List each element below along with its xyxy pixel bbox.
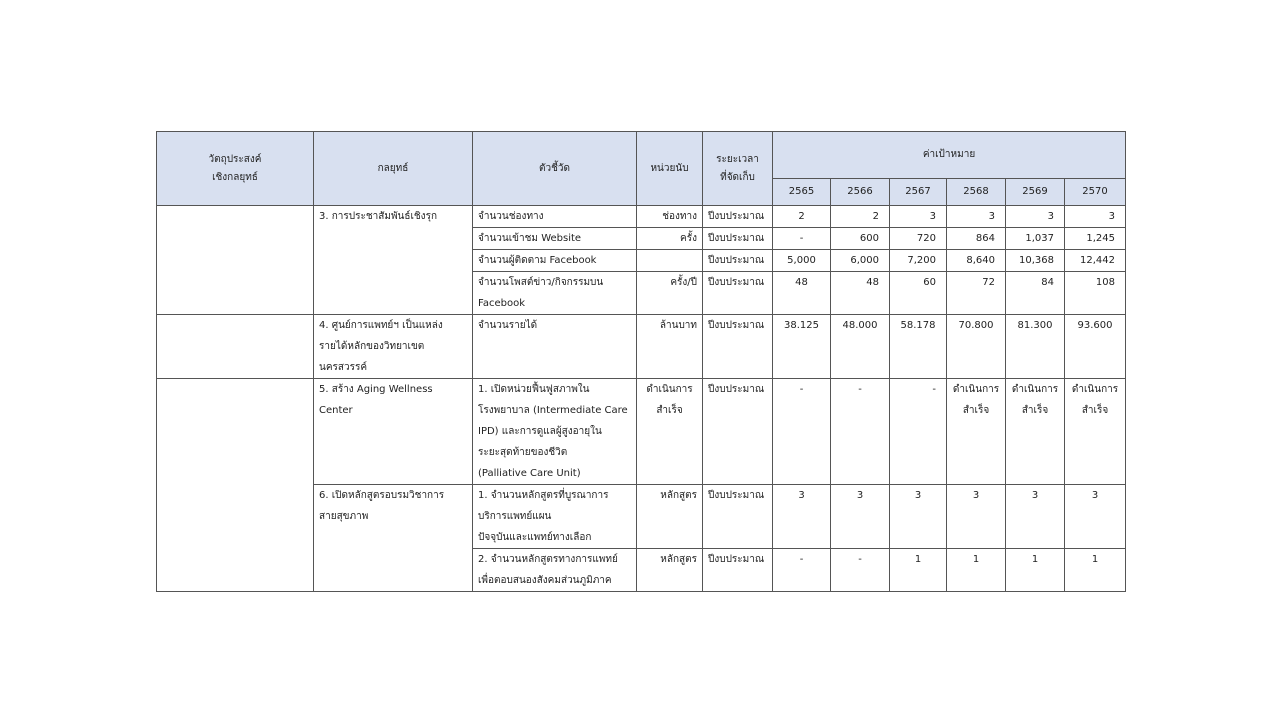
- target-value: 3: [1065, 485, 1126, 549]
- target-value: -: [831, 379, 890, 485]
- objective-cell: [157, 315, 314, 379]
- target-value: 3: [1006, 206, 1065, 228]
- strategy-indicator-table: [156, 131, 1126, 592]
- target-value: 720: [890, 228, 947, 250]
- target-value: ดำเนินการ สำเร็จ: [947, 379, 1006, 485]
- target-value: 108: [1065, 272, 1126, 315]
- header-strategy: กลยุทธ์: [314, 132, 473, 206]
- strategy-cell: 5. สร้าง Aging Wellness Center: [314, 379, 473, 485]
- strategy-table-sheet: [156, 131, 1125, 592]
- target-value: 600: [831, 228, 890, 250]
- strategy-cell: 6. เปิดหลักสูตรอบรมวิชาการ สายสุขภาพ: [314, 485, 473, 592]
- target-value: 3: [1006, 485, 1065, 549]
- period-cell: ปีงบประมาณ: [703, 206, 773, 228]
- target-value: 3: [1065, 206, 1126, 228]
- target-value: ดำเนินการ สำเร็จ: [1006, 379, 1065, 485]
- target-value: 12,442: [1065, 250, 1126, 272]
- table-row: [157, 379, 1126, 485]
- target-value: 8,640: [947, 250, 1006, 272]
- header-objective: วัตถุประสงค์ เชิงกลยุทธ์: [157, 132, 314, 206]
- target-value: -: [773, 549, 831, 592]
- target-value: 3: [773, 485, 831, 549]
- target-value: ดำเนินการ สำเร็จ: [1065, 379, 1126, 485]
- header-target: ค่าเป้าหมาย: [773, 132, 1126, 179]
- header-indicator: ตัวชี้วัด: [473, 132, 637, 206]
- period-cell: ปีงบประมาณ: [703, 272, 773, 315]
- target-value: 38.125: [773, 315, 831, 379]
- period-cell: ปีงบประมาณ: [703, 379, 773, 485]
- target-value: 3: [831, 485, 890, 549]
- header-year: 2570: [1065, 179, 1126, 206]
- period-cell: ปีงบประมาณ: [703, 549, 773, 592]
- period-cell: ปีงบประมาณ: [703, 228, 773, 250]
- indicator-cell: 1. จำนวนหลักสูตรที่บูรณาการ บริการแพทย์แผน ปัจจุบันและแพทย์ทางเลือก: [473, 485, 637, 549]
- target-value: 7,200: [890, 250, 947, 272]
- target-value: 72: [947, 272, 1006, 315]
- target-value: 2: [773, 206, 831, 228]
- target-value: 48.000: [831, 315, 890, 379]
- target-value: 3: [947, 485, 1006, 549]
- unit-cell: ล้านบาท: [637, 315, 703, 379]
- target-value: -: [890, 379, 947, 485]
- indicator-cell: 2. จำนวนหลักสูตรทางการแพทย์ เพื่อตอบสนองสังคมส่วนภูมิภาค: [473, 549, 637, 592]
- strategy-cell: 4. ศูนย์การแพทย์ฯ เป็นแหล่ง รายได้หลักของวิทยาเขต นครสวรรค์: [314, 315, 473, 379]
- indicator-cell: 1. เปิดหน่วยฟื้นฟูสภาพใน โรงพยาบาล (Intermediate Care IPD) และการดูแลผู้สูงอายุใน ระยะสุดท้ายของชีวิต (Palliative Care Unit): [473, 379, 637, 485]
- target-value: 5,000: [773, 250, 831, 272]
- period-cell: ปีงบประมาณ: [703, 485, 773, 549]
- target-value: 1,037: [1006, 228, 1065, 250]
- unit-cell: ดำเนินการ สำเร็จ: [637, 379, 703, 485]
- table-row: [157, 206, 1126, 228]
- objective-cell: [157, 379, 314, 592]
- target-value: 1: [1006, 549, 1065, 592]
- indicator-cell: จำนวนโพสต์ข่าว/กิจกรรมบน Facebook: [473, 272, 637, 315]
- target-value: -: [773, 228, 831, 250]
- header-year: 2565: [773, 179, 831, 206]
- target-value: 10,368: [1006, 250, 1065, 272]
- indicator-cell: จำนวนผู้ติดตาม Facebook: [473, 250, 637, 272]
- unit-cell: ช่องทาง: [637, 206, 703, 228]
- unit-cell: หลักสูตร: [637, 549, 703, 592]
- unit-cell: ครั้ง: [637, 228, 703, 250]
- target-value: 6,000: [831, 250, 890, 272]
- target-value: 1: [947, 549, 1006, 592]
- target-value: 58.178: [890, 315, 947, 379]
- header-year: 2567: [890, 179, 947, 206]
- target-value: 60: [890, 272, 947, 315]
- unit-cell: [637, 250, 703, 272]
- header-year: 2566: [831, 179, 890, 206]
- header-year: 2569: [1006, 179, 1065, 206]
- header-year: 2568: [947, 179, 1006, 206]
- strategy-cell: 3. การประชาสัมพันธ์เชิงรุก: [314, 206, 473, 315]
- target-value: 93.600: [1065, 315, 1126, 379]
- target-value: 84: [1006, 272, 1065, 315]
- target-value: 81.300: [1006, 315, 1065, 379]
- target-value: 70.800: [947, 315, 1006, 379]
- target-value: 48: [773, 272, 831, 315]
- target-value: 864: [947, 228, 1006, 250]
- target-value: 1: [1065, 549, 1126, 592]
- header-period: ระยะเวลา ที่จัดเก็บ: [703, 132, 773, 206]
- target-value: 1: [890, 549, 947, 592]
- target-value: 3: [890, 206, 947, 228]
- target-value: -: [773, 379, 831, 485]
- objective-cell: [157, 206, 314, 315]
- unit-cell: หลักสูตร: [637, 485, 703, 549]
- target-value: 3: [947, 206, 1006, 228]
- indicator-cell: จำนวนเข้าชม Website: [473, 228, 637, 250]
- target-value: 1,245: [1065, 228, 1126, 250]
- period-cell: ปีงบประมาณ: [703, 315, 773, 379]
- header-unit: หน่วยนับ: [637, 132, 703, 206]
- table-row: [157, 315, 1126, 379]
- target-value: 3: [890, 485, 947, 549]
- target-value: 48: [831, 272, 890, 315]
- target-value: -: [831, 549, 890, 592]
- indicator-cell: จำนวนรายได้: [473, 315, 637, 379]
- target-value: 2: [831, 206, 890, 228]
- indicator-cell: จำนวนช่องทาง: [473, 206, 637, 228]
- unit-cell: ครั้ง/ปี: [637, 272, 703, 315]
- period-cell: ปีงบประมาณ: [703, 250, 773, 272]
